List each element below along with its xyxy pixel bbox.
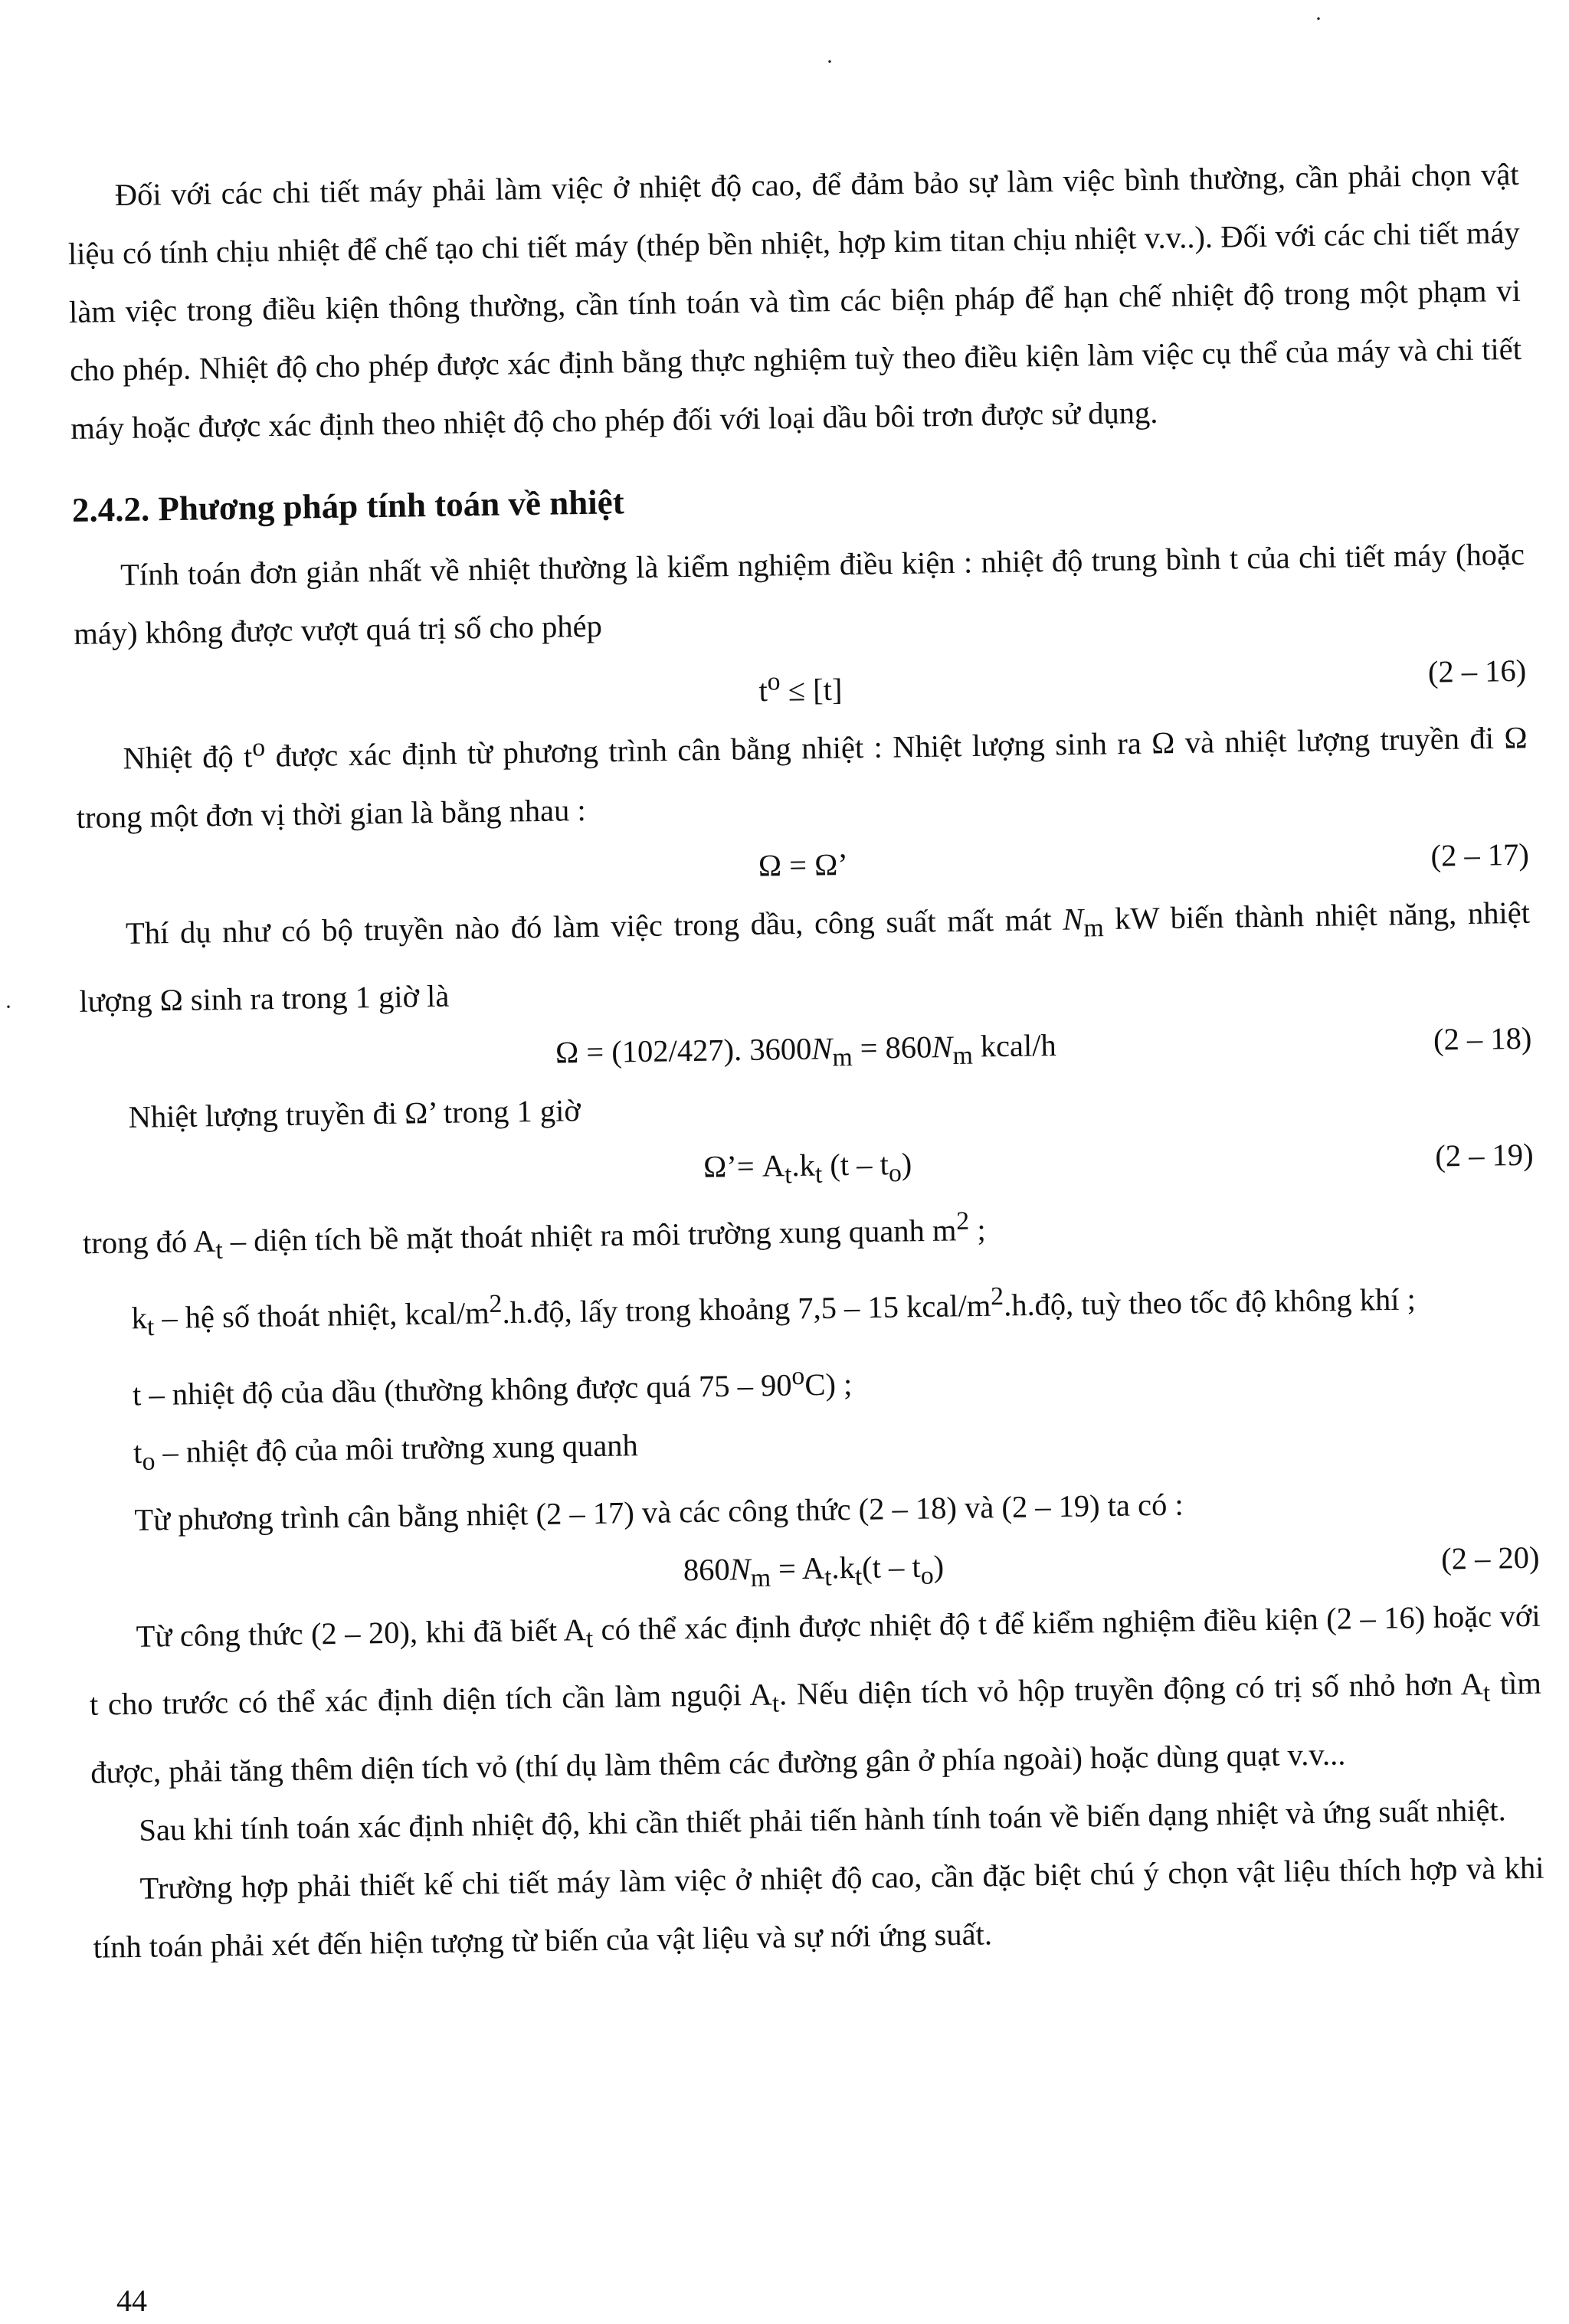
definition-t: t – nhiệt độ của dầu (thường không được quá 75 – 90$^o$C) ; — [132, 1361, 853, 1412]
paragraph-thermal-stress: Sau khi tính toán xác định nhiệt độ, khi cần thiết phải tiến hành tính toán về biến dạng nhiệt và ứng suất nhiệt. — [139, 1792, 1507, 1848]
paragraph-example: Thí dụ như có bộ truyền nào đó làm việc trong dầu, công suất mất mát $N_m$ kW biến thành nhiệt năng, nhiệt lượng Ω sinh ra trong 1 giờ là — [79, 895, 1531, 1019]
equation-2-16: $t^o \le [t]$ (2 – 16) — [74, 642, 1527, 722]
paragraph-application: Từ công thức (2 – 20), khi đã biết $A_t$ có thể xác định được nhiệt độ t để kiểm nghiệm điều kiện (2 – 16) hoặc với t cho trước có thể xác định diện tích cần làm nguội $A_t$. Nếu diện tích vỏ hộp truyền động có trị số nhỏ hơn $A_t$ tìm được, phải tăng thêm diện tích vỏ (thí dụ làm thêm các đường gân ở phía ngoài) hoặc dùng quạt v.v... — [89, 1599, 1542, 1790]
equation-number: (2 – 18) — [1433, 1020, 1532, 1057]
equation-number: (2 – 16) — [1427, 653, 1527, 689]
equation-number: (2 – 19) — [1435, 1137, 1534, 1173]
paragraph-simple-check: Tính toán đơn giản nhất về nhiệt thường là kiểm nghiệm điều kiện : nhiệt độ trung bình t của chi tiết máy (hoặc máy) không được vượt quá trị số cho phép — [73, 536, 1525, 651]
equation-number: (2 – 20) — [1440, 1540, 1540, 1576]
page-content — [64, 0, 1545, 1976]
equation-2-17: Ω = Ω’ (2 – 17) — [77, 825, 1529, 905]
section-heading: 2.4.2. Phương pháp tính toán về nhiệt — [71, 483, 625, 529]
paragraph-high-temperature: Trường hợp phải thiết kế chi tiết máy làm việc ở nhiệt độ cao, cần đặc biệt chú ý chọn vật liệu thích hợp và khi tính toán phải xét đến hiện tượng từ biến của vật liệu và sự nới ứng suất. — [93, 1850, 1544, 1965]
paragraph-derivation: Từ phương trình cân bằng nhiệt (2 – 17) và các công thức (2 – 18) và (2 – 19) ta có : — [134, 1487, 1184, 1538]
definition-list — [84, 1260, 1538, 1492]
equation-2-20: $860N_m = A_t.k_t(t - t_o)$ (2 – 20) — [87, 1529, 1540, 1609]
equation-number: (2 – 17) — [1430, 836, 1530, 873]
intro-paragraph: Đối với các chi tiết máy phải làm việc ở nhiệt độ cao, để đảm bảo sự làm việc bình thường, cần phải chọn vật liệu có tính chịu nhiệt để chế tạo chi tiết máy (thép bền nhiệt, hợp kim titan chịu nhiệt v.v..). Đối với các chi tiết máy làm việc trong điều kiện thông thường, cần tính toán và tìm các biện pháp để hạn chế nhiệt độ trong một phạm vi cho phép. Nhiệt độ cho phép được xác định bằng thực nghiệm tuỳ theo điều kiện làm việc cụ thể của máy và chi tiết máy hoặc được xác định theo nhiệt độ cho phép đối với loại dầu bôi trơn được sử dụng. — [67, 156, 1522, 446]
page-number: 44 — [116, 2283, 147, 2318]
scan-speck: · — [5, 994, 12, 1020]
definition-to: $t_o$ – nhiệt độ của môi trường xung quanh — [133, 1428, 639, 1477]
scan-speck: · — [826, 49, 834, 74]
equation-2-19: Ω’= $A_t.k_t$ $(t - t_o)$ (2 – 19) — [81, 1125, 1534, 1205]
scan-speck: · — [1315, 6, 1322, 31]
paragraph-heat-transfer: Nhiệt lượng truyền đi Ω’ trong 1 giờ — [128, 1092, 581, 1134]
paragraph-heat-balance: Nhiệt độ $t^o$ được xác định từ phương trình cân bằng nhiệt : Nhiệt lượng sinh ra Ω và nhiệt lượng truyền đi Ω trong một đơn vị thời gian là bằng nhau : — [76, 720, 1528, 835]
definition-area: trong đó $A_t$ – diện tích bề mặt thoát nhiệt ra môi trường xung quanh $m^2$ ; — [82, 1206, 987, 1265]
equation-2-18: Ω = (102/427). $3600N_m = 860N_m$ kcal/h (2 – 18) — [80, 1009, 1532, 1088]
definition-kt: $k_t$ – hệ số thoát nhiệt, kcal/$m^2.h.độ$, lấy trong khoảng 7,5 – 15 kcal/$m^2.h.độ$, tuỳ theo tốc độ không khí ; — [131, 1281, 1417, 1342]
